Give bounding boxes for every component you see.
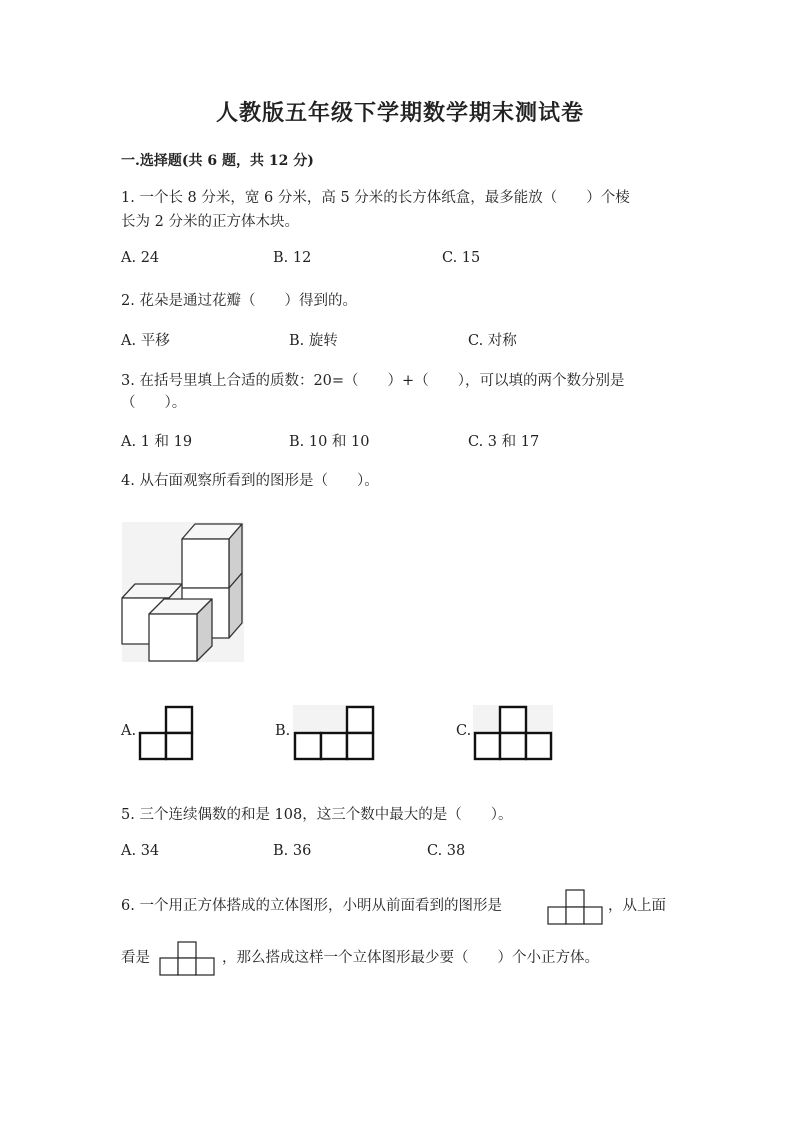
- question-3-line-1: 3. 在括号里填上合适的质数：20=（ ）+（ ），可以填的两个数分别是: [121, 373, 625, 389]
- q5-option-b: B. 36: [273, 843, 312, 859]
- q2-option-c: C. 对称: [468, 333, 517, 349]
- cube-stack-figure: [122, 522, 244, 662]
- q6-front-view-figure: [547, 889, 603, 925]
- q3-option-a: A. 1 和 19: [121, 434, 193, 450]
- question-6-line-2a: 看是: [121, 950, 150, 966]
- q2-option-a: A. 平移: [121, 333, 170, 349]
- question-6-line-1b: ，从上面: [608, 898, 666, 914]
- question-2-line-1: 2. 花朵是通过花瓣（ ）得到的。: [121, 293, 357, 309]
- question-1-line-2: 长为 2 分米的正方体木块。: [121, 214, 299, 230]
- q3-option-c: C. 3 和 17: [468, 434, 540, 450]
- q1-option-c: C. 15: [442, 250, 481, 266]
- question-5-line-1: 5. 三个连续偶数的和是 108，这三个数中最大的是（ ）。: [121, 807, 513, 823]
- question-6-line-1a: 6. 一个用正方体搭成的立体图形，小明从前面看到的图形是: [121, 898, 502, 914]
- q4-option-a-figure: [138, 705, 194, 760]
- question-4-line-1: 4. 从右面观察所看到的图形是（ ）。: [121, 473, 379, 489]
- q5-option-a: A. 34: [121, 843, 160, 859]
- question-1-line-1: 1. 一个长 8 分米，宽 6 分米，高 5 分米的长方体纸盒，最多能放（ ）个棱: [121, 190, 630, 206]
- q4-option-b-figure: [293, 705, 375, 760]
- q6-top-view-figure: [159, 941, 215, 976]
- question-3-line-2: （ ）。: [121, 395, 187, 411]
- q2-option-b: B. 旋转: [289, 333, 338, 349]
- q1-option-a: A. 24: [121, 250, 160, 266]
- q1-option-b: B. 12: [273, 250, 312, 266]
- question-6-line-2b: ，那么搭成这样一个立体图形最少要（ ）个小正方体。: [222, 950, 599, 966]
- page-title: 人教版五年级下学期数学期末测试卷: [215, 100, 584, 126]
- q4-option-a-label: A.: [121, 723, 137, 739]
- q5-option-c: C. 38: [427, 843, 466, 859]
- q3-option-b: B. 10 和 10: [289, 434, 370, 450]
- q4-option-c-label: C.: [456, 723, 472, 739]
- section-heading: 一.选择题(共 6 题，共 12 分): [121, 153, 314, 169]
- q4-option-c-figure: [473, 705, 553, 760]
- q4-option-b-label: B.: [275, 723, 291, 739]
